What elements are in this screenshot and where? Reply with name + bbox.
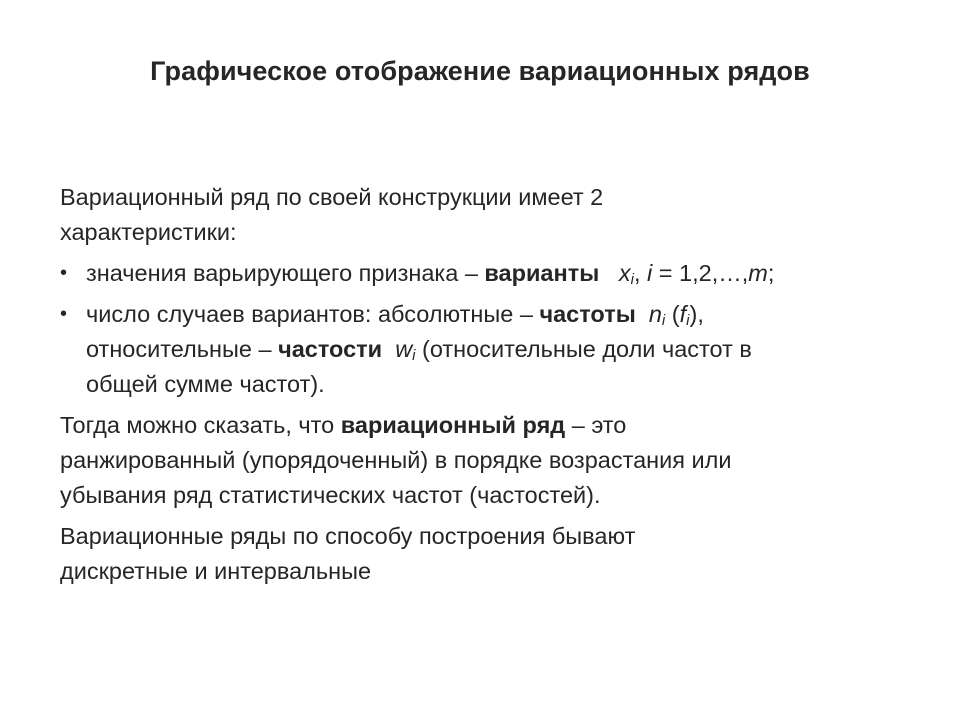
bullet-dot: • (60, 262, 68, 284)
bullet-2-text-a: число случаев вариантов: абсолютные – (86, 301, 540, 327)
bullet-2-text-b: относительные – (86, 336, 279, 362)
term-relative-frequencies: частости (278, 336, 383, 362)
para2-text-b: – это (565, 412, 627, 438)
range: = 1,2,…, (652, 260, 749, 286)
var-i: i (647, 260, 653, 286)
var-w: w (395, 336, 413, 362)
definition-paragraph (60, 408, 910, 513)
sub-n: i (661, 312, 666, 329)
paren-open: ( (665, 301, 680, 327)
term-variants: варианты (484, 260, 600, 286)
slide-title: Графическое отображение вариационных рядов (150, 56, 810, 86)
slide-content (60, 180, 910, 595)
bullet-frequencies (60, 297, 910, 402)
bullet-1-text: значения варьирующего признака – (86, 260, 485, 286)
var-m: m (748, 260, 768, 286)
bullet-2-text-c: (относительные доли частот в (415, 336, 752, 362)
sub-f: i (686, 312, 690, 329)
intro-paragraph (60, 180, 910, 250)
para2-text-a: Тогда можно сказать, что (60, 412, 341, 438)
semicolon: ; (767, 260, 775, 286)
paren-close: ), (689, 301, 704, 327)
term-frequencies: частоты (539, 301, 636, 327)
intro-line-1: Вариационный ряд по своей конструкции имеет 2 (60, 184, 604, 210)
term-variation-series: вариационный ряд (340, 412, 566, 438)
var-n: n (648, 301, 662, 327)
bullet-2-text-d: общей сумме частот). (86, 371, 325, 397)
bullet-variants (60, 256, 910, 291)
para3-line-1: Вариационные ряды по способу построения бывают (60, 523, 636, 549)
para2-line-2: ранжированный (упорядоченный) в порядке возрастания или (60, 447, 732, 473)
para3-line-2: дискретные и интервальные (60, 558, 372, 584)
types-paragraph (60, 519, 910, 589)
para2-line-3: убывания ряд статистических частот (частостей). (60, 482, 601, 508)
var-f: f (679, 301, 687, 327)
comma: , (633, 260, 648, 286)
bullet-dot: • (60, 303, 68, 325)
intro-line-2: характеристики: (60, 219, 237, 245)
var-x: x (618, 260, 631, 286)
sub-w: i (412, 347, 416, 364)
sub-i: i (630, 271, 634, 288)
